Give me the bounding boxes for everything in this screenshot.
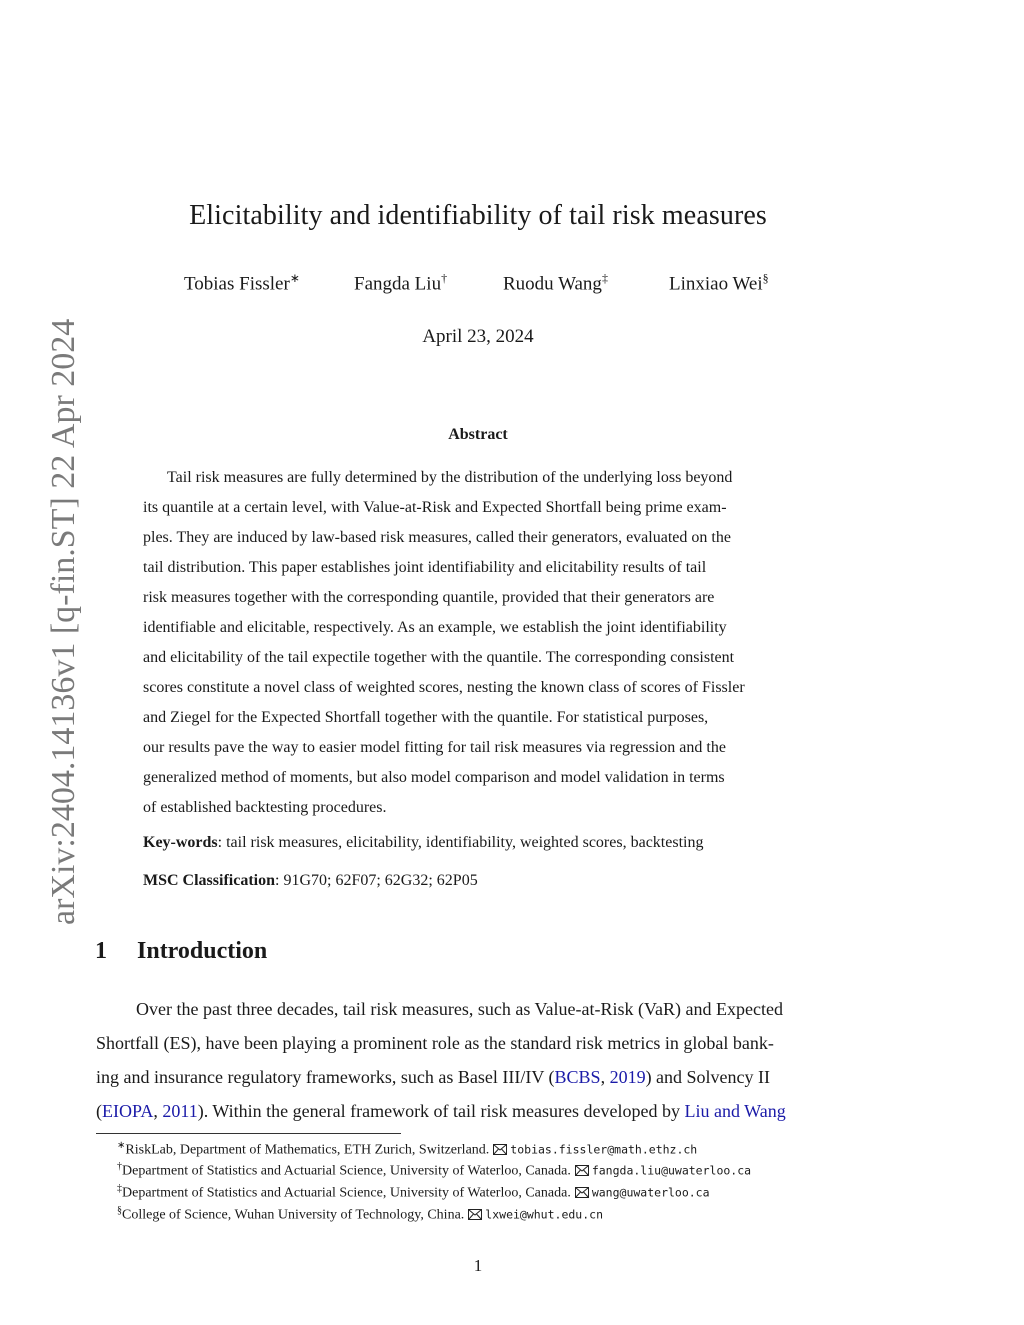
author-2	[354, 271, 447, 295]
author-name: Linxiao Wei	[669, 273, 763, 295]
msc-label: MSC Classification	[143, 872, 275, 889]
footnote-text: Department of Statistics and Actuarial Science, University of Waterloo, Canada.	[122, 1163, 571, 1179]
footnote-3	[117, 1180, 710, 1203]
abstract-line: risk measures together with the corresponding quantile, provided that their generators are	[143, 589, 715, 606]
msc-text: : 91G70; 62F07; 62G32; 62P05	[275, 872, 478, 889]
author-mark: †	[441, 271, 448, 285]
intro-line	[96, 1060, 858, 1094]
abstract-line: tail distribution. This paper establishes joint identifiability and elicitability results of tail	[143, 559, 707, 576]
author-mark: ∗	[289, 271, 300, 285]
footnote-1	[117, 1137, 697, 1160]
footnote-rule	[96, 1133, 401, 1134]
footnote-text: College of Science, Wuhan University of Technology, China.	[122, 1207, 465, 1223]
section-title: Introduction	[137, 938, 268, 964]
author-name: Ruodu Wang	[503, 273, 602, 295]
author-mark: §	[762, 271, 769, 285]
intro-line: Shortfall (ES), have been playing a prominent role as the standard risk metrics in global bank-	[96, 1033, 774, 1053]
citation-link-bcbs[interactable]: BCBS	[554, 1067, 601, 1087]
keywords-text: : tail risk measures, elicitability, identifiability, weighted scores, backtesting	[217, 834, 704, 851]
footnote-text: RiskLab, Department of Mathematics, ETH Zurich, Switzerland.	[125, 1142, 490, 1158]
citation-link-bcbs-year[interactable]: 2019	[609, 1067, 646, 1087]
keywords-label: Key-words	[143, 834, 218, 851]
footnote-mark: ∗	[117, 1140, 126, 1151]
citation-link-eiopa-year[interactable]: 2011	[162, 1101, 198, 1121]
abstract-line: its quantile at a certain level, with Value-at-Risk and Expected Shortfall being prime exam-	[143, 499, 727, 516]
author-mark: ‡	[601, 271, 608, 285]
envelope-icon	[493, 1144, 507, 1155]
abstract-line: generalized method of moments, but also model comparison and model validation in terms	[143, 769, 725, 786]
footnote-text: Department of Statistics and Actuarial Science, University of Waterloo, Canada.	[122, 1185, 571, 1201]
envelope-icon	[575, 1165, 589, 1176]
abstract-line: and Ziegel for the Expected Shortfall together with the quantile. For statistical purposes,	[143, 709, 709, 726]
footnote-mark: §	[117, 1205, 122, 1216]
abstract-line: Tail risk measures are fully determined by the distribution of the underlying loss beyond	[167, 469, 733, 486]
arxiv-sidebar-stamp: arXiv:2404.14136v1 [q-fin.ST] 22 Apr 2024	[45, 318, 82, 925]
author-name: Tobias Fissler	[184, 273, 290, 295]
text: ,	[153, 1101, 163, 1121]
abstract-line: and elicitability of the tail expectile together with the quantile. The corresponding consistent	[143, 649, 735, 666]
abstract-line: identifiable and elicitable, respectively. As an example, we establish the joint identifiability	[143, 619, 727, 636]
msc-classification	[143, 872, 478, 890]
footnote-4	[117, 1202, 603, 1225]
footnote-mark: ‡	[117, 1183, 122, 1194]
email-link[interactable]: tobias.fissler@math.ethz.ch	[510, 1142, 698, 1157]
text: (	[96, 1101, 102, 1121]
abstract-line: scores constitute a novel class of weighted scores, nesting the known class of scores of Fissler	[143, 679, 745, 696]
intro-paragraph	[96, 992, 858, 1128]
intro-line	[96, 1094, 858, 1128]
paper-date: April 23, 2024	[422, 326, 534, 347]
envelope-icon	[575, 1187, 589, 1198]
author-4	[669, 271, 769, 295]
abstract-line: our results pave the way to easier model fitting for tail risk measures via regression and the	[143, 739, 726, 756]
paper-title: Elicitability and identifiability of tail risk measures	[189, 200, 767, 231]
text: ) and Solvency II	[645, 1067, 771, 1087]
email-link[interactable]: fangda.liu@uwaterloo.ca	[591, 1163, 752, 1178]
abstract-line: ples. They are induced by law-based risk measures, called their generators, evaluated on the	[143, 529, 731, 546]
intro-line: Over the past three decades, tail risk measures, such as Value-at-Risk (VaR) and Expected	[136, 999, 783, 1019]
author-1	[184, 271, 300, 295]
citation-link-eiopa[interactable]: EIOPA	[102, 1101, 154, 1121]
author-name: Fangda Liu	[354, 273, 442, 295]
abstract-body	[143, 463, 813, 823]
email-link[interactable]: wang@uwaterloo.ca	[591, 1185, 710, 1200]
text: ). Within the general framework of tail risk measures developed by	[197, 1101, 685, 1121]
email-link[interactable]: lxwei@whut.edu.cn	[485, 1207, 603, 1222]
text: ing and insurance regulatory frameworks, such as Basel III/IV (	[96, 1067, 555, 1087]
author-3	[503, 271, 608, 295]
citation-link-liu-wang[interactable]: Liu and Wang	[684, 1101, 786, 1121]
page-number: 1	[473, 1256, 483, 1275]
footnote-mark: †	[117, 1161, 122, 1172]
section-number: 1	[95, 938, 107, 964]
abstract-line: of established backtesting procedures.	[143, 799, 387, 816]
text: ,	[600, 1067, 610, 1087]
footnote-2	[117, 1158, 751, 1181]
keywords	[143, 834, 703, 852]
abstract-heading: Abstract	[448, 426, 508, 443]
envelope-icon	[468, 1209, 482, 1220]
